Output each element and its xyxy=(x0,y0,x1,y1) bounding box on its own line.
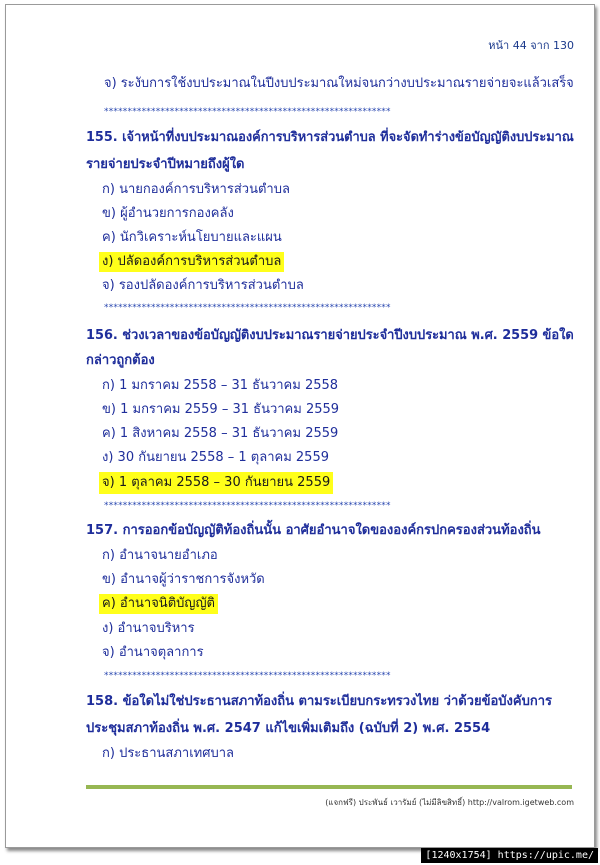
footer-divider xyxy=(86,785,572,789)
question-158-option-a: ก) ประธานสภาเทศบาล xyxy=(102,746,234,761)
question-158-line1: 158. ข้อใดไม่ใช่ประธานสภาท้องถิ่น ตามระเบียบกระทรวงไทย ว่าด้วยข้อบังคับการ xyxy=(86,694,552,709)
question-156-line2: กล่าวถูกต้อง xyxy=(86,353,155,368)
question-156-line1: 156. ช่วงเวลาของข้อบัญญัติงบประมาณรายจ่ายประจำปีงบประมาณ พ.ศ. 2559 ข้อใด xyxy=(86,328,574,343)
answer-option-e-prev: จ) ระงับการใช้งบประมาณในปีงบประมาณใหม่จนกว่างบประมาณรายจ่ายจะแล้วเสร็จ xyxy=(104,76,574,91)
question-157-option-e: จ) อำนาจตุลาการ xyxy=(102,645,204,660)
page-number-label: หน้า 44 จาก 130 xyxy=(488,39,574,52)
separator: ************************************************************* xyxy=(104,501,391,511)
question-157-line1: 157. การออกข้อบัญญัติท้องถิ่นนั้น อาศัยอำนาจใดขององค์กรปกครองส่วนท้องถิ่น xyxy=(86,523,541,538)
question-155-option-a: ก) นายกองค์การบริหารส่วนตำบล xyxy=(102,182,290,197)
question-157-option-c-answer: ค) อำนาจนิติบัญญัติ xyxy=(99,594,218,614)
question-158-line2: ประชุมสภาท้องถิ่น พ.ศ. 2547 แก้ไขเพิ่มเติมถึง (ฉบับที่ 2) พ.ศ. 2554 xyxy=(86,721,491,736)
question-155-option-d-answer: ง) ปลัดองค์การบริหารส่วนตำบล xyxy=(99,252,284,272)
question-156-option-c: ค) 1 สิงหาคม 2558 – 31 ธันวาคม 2559 xyxy=(102,426,339,441)
question-155-option-b: ข) ผู้อำนวยการกองคลัง xyxy=(102,206,234,221)
question-157-option-b: ข) อำนาจผู้ว่าราชการจังหวัด xyxy=(102,572,265,587)
question-155-line1: 155. เจ้าหน้าที่งบประมาณองค์การบริหารส่วนตำบล ที่จะจัดทำร่างข้อบัญญัติงบประมาณ xyxy=(86,130,574,145)
separator: ************************************************************* xyxy=(104,671,391,681)
question-155-line2: รายจ่ายประจำปีหมายถึงผู้ใด xyxy=(86,157,245,172)
question-156-option-b: ข) 1 มกราคม 2559 – 31 ธันวาคม 2559 xyxy=(102,402,340,417)
question-156-option-e-answer: จ) 1 ตุลาคม 2558 – 30 กันยายน 2559 xyxy=(99,472,333,494)
question-156-option-a: ก) 1 มกราคม 2558 – 31 ธันวาคม 2558 xyxy=(102,378,339,393)
question-155-option-c: ค) นักวิเคราะห์นโยบายและแผน xyxy=(102,230,282,245)
question-155-option-e: จ) รองปลัดองค์การบริหารส่วนตำบล xyxy=(102,278,304,293)
question-157-option-d: ง) อำนาจบริหาร xyxy=(102,621,195,636)
separator: ************************************************************* xyxy=(104,303,391,313)
footer-credit: (แจกฟรี) ประพันธ์ เวารัมย์ (ไม่มีลิขสิทธิ์) http://valrom.igetweb.com xyxy=(325,798,574,807)
question-156-option-d: ง) 30 กันยายน 2558 – 1 ตุลาคม 2559 xyxy=(102,450,329,465)
image-size-watermark: [1240x1754] https://upic.me/ xyxy=(421,848,598,863)
question-157-option-a: ก) อำนาจนายอำเภอ xyxy=(102,548,218,563)
separator: ************************************************************* xyxy=(104,107,391,117)
